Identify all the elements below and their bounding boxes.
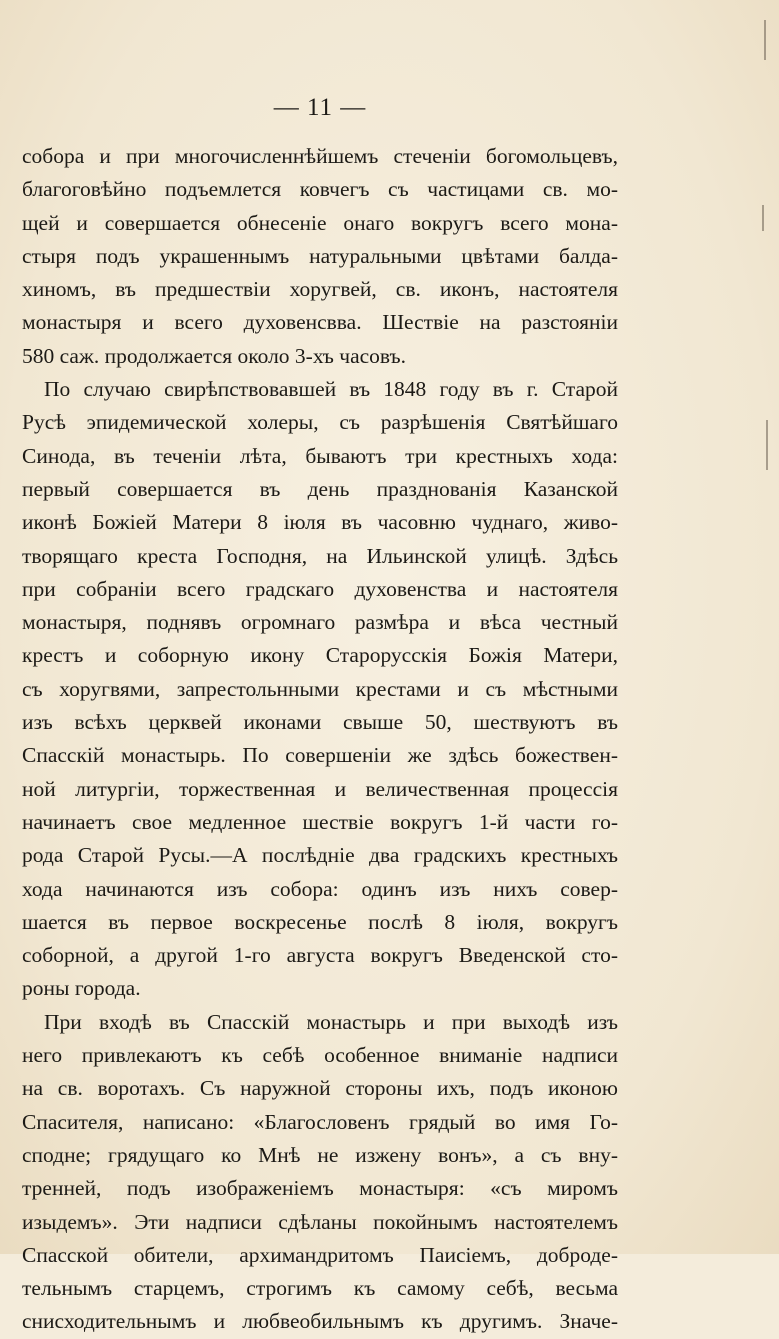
text-line: 580 саж. продолжается около 3-хъ часовъ. xyxy=(22,343,407,368)
text-line: крестъ и соборную икону Старорусскія Божія Матери, xyxy=(22,643,618,668)
text-line: Синода, въ теченіи лѣта, бываютъ три крестныхъ хода: xyxy=(22,443,618,468)
text-line: на св. воротахъ. Съ наружной стороны ихъ, подъ иконою xyxy=(22,1076,618,1101)
text-line: Русѣ эпидемической холеры, съ разрѣшенія Святѣйшаго xyxy=(22,410,618,435)
text-line: При входѣ въ Спасскій монастырь и при выходѣ изъ xyxy=(44,1009,618,1034)
page-edge-mark xyxy=(762,205,764,231)
body-text xyxy=(22,140,618,1339)
text-line: соборной, а другой 1-го августа вокругъ Введенской сто- xyxy=(22,943,618,968)
text-line: при собраніи всего градскаго духовенства и настоятеля xyxy=(22,576,618,601)
text-line: Спасской обители, архимандритомъ Паисіемъ, доброде- xyxy=(22,1242,618,1267)
text-line: Спасителя, написано: «Благословенъ грядый во имя Го- xyxy=(22,1109,618,1134)
text-line: изъ всѣхъ церквей иконами свыше 50, шествуютъ въ xyxy=(22,710,618,735)
text-line: съ хоругвями, запрестольнными крестами и съ мѣстными xyxy=(22,676,618,701)
text-line: иконѣ Божіей Матери 8 іюля въ часовню чуднаго, живо- xyxy=(22,510,618,535)
text-line: ной литургіи, торжественная и величественная процессія xyxy=(22,776,618,801)
text-line: монастыря и всего духовенсвва. Шествіе на разстояніи xyxy=(22,310,618,335)
text-line: снисходительнымъ и любвеобильнымъ къ другимъ. Значе- xyxy=(22,1309,618,1334)
text-line: благоговѣйно подъемлется ковчегъ съ частицами св. мо- xyxy=(22,177,618,202)
text-line: него привлекаютъ къ себѣ особенное вниманіе надписи xyxy=(22,1043,618,1068)
text-line: сподне; грядущаго ко Мнѣ не изжену вонъ», а съ вну- xyxy=(22,1142,618,1167)
text-line: изыдемъ». Эти надписи сдѣланы покойнымъ настоятелемъ xyxy=(22,1209,618,1234)
text-line: роны города. xyxy=(22,976,141,1001)
page-edge-mark xyxy=(766,420,768,470)
text-line: шается въ первое воскресенье послѣ 8 іюля, вокругъ xyxy=(22,909,618,934)
text-line: стыря подъ украшеннымъ натуральными цвѣтами балда- xyxy=(22,243,618,268)
text-line: тренней, подъ изображеніемъ монастыря: «съ миромъ xyxy=(22,1176,618,1201)
text-line: монастыря, поднявъ огромнаго размѣра и вѣса честный xyxy=(22,610,618,635)
text-line: По случаю свирѣпствовавшей въ 1848 году въ г. Старой xyxy=(44,377,618,402)
text-line: щей и совершается обнесеніе онаго вокругъ всего мона- xyxy=(22,210,618,235)
text-line: тельнымъ старцемъ, строгимъ къ самому себѣ, весьма xyxy=(22,1276,618,1301)
text-line: хиномъ, въ предшествіи хоругвей, св. иконъ, настоятеля xyxy=(22,277,618,302)
text-line: хода начинаются изъ собора: одинъ изъ нихъ совер- xyxy=(22,876,618,901)
text-line: первый совершается въ день празднованія Казанской xyxy=(22,476,618,501)
page-edge-mark xyxy=(764,20,766,60)
text-line: начинаетъ свое медленное шествіе вокругъ 1-й части го- xyxy=(22,809,618,834)
text-line: творящаго креста Господня, на Ильинской улицѣ. Здѣсь xyxy=(22,543,618,568)
text-line: Спасскій монастырь. По совершеніи же здѣсь божествен- xyxy=(22,743,618,768)
text-line: рода Старой Русы.—А послѣдніе два градскихъ крестныхъ xyxy=(22,843,618,868)
page-number: — 11 — xyxy=(273,94,367,121)
text-line: собора и при многочисленнѣйшемъ стеченіи богомольцевъ, xyxy=(22,144,618,168)
